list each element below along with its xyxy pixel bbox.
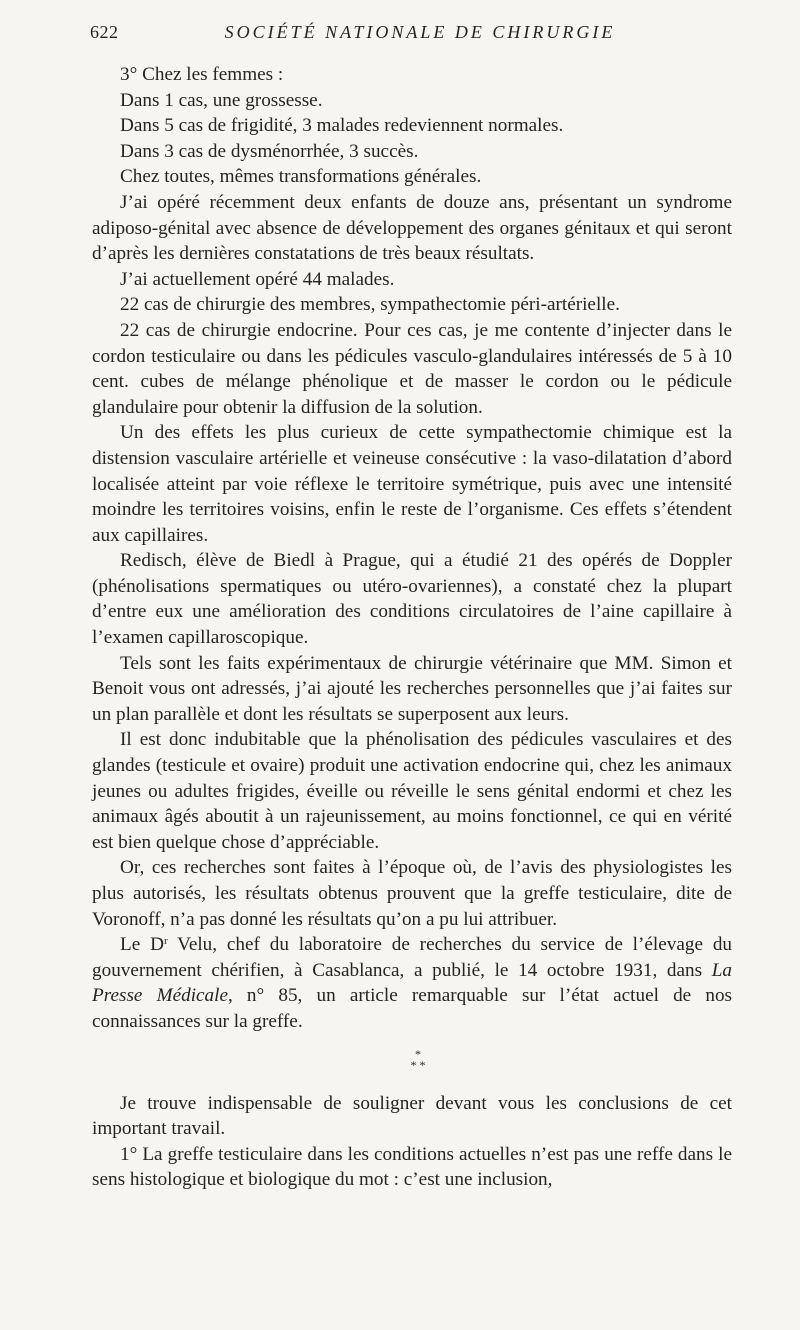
text-run: Le D: [120, 934, 164, 956]
page-header: [90, 22, 730, 48]
paragraph: Redisch, élève de Biedl à Prague, qui a étudié 21 des opérés de Doppler (phénolisations spermatiques ou utéro-ovariennes), a constaté chez la plupart d’entre eux une amélioration des conditions circulatoires de l’aine capillaire à l’examen capillaroscopique.: [92, 550, 732, 649]
journal-title: La Presse Médicale: [92, 959, 732, 1007]
paragraph: Tels sont les faits expérimentaux de chirurgie vétérinaire que MM. Simon et Benoit vous ont adressés, j’ai ajouté les recherches personnelles que j’ai faites sur un plan parallèle et dont les résultats se superposent aux leurs.: [92, 652, 732, 725]
section-separator: [92, 1035, 732, 1091]
text-run: Velu, chef du laboratoire de recherches du service de l’élevage du gouvernement chérifien, à Casablanca, a publié, le 14 octobre 1931, dans: [92, 934, 733, 981]
superscript: r: [163, 935, 168, 948]
text-run: , n° 85, un article remarquable sur l’état actuel de nos connaissances sur la greffe.: [92, 985, 733, 1032]
paragraph: Dans 3 cas de dysménorrhée, 3 succès.: [120, 140, 419, 162]
body-text: [92, 62, 732, 1193]
paragraph: Dans 5 cas de frigidité, 3 malades redeviennent normales.: [120, 115, 564, 137]
paragraph: 3° Chez les femmes :: [120, 64, 284, 85]
paragraph: Chez toutes, mêmes transformations générales.: [120, 166, 482, 188]
paragraph: [92, 932, 732, 1034]
paragraph: Il est donc indubitable que la phénolisation des pédicules vasculaires et des glandes (testicule et ovaire) produit une activation endocrine qui, chez les animaux jeunes ou adultes frigides, éveille ou réveille le sens génital endormi et chez les animaux âgés aboutit à un rajeunissement, au moins fonctionnel, ce qui en vérité est bien quelque chose d’appréciable.: [92, 729, 732, 853]
paragraph: 1° La greffe testiculaire dans les conditions actuelles n’est pas une reffe dans le sens histologique et biologique du mot : c’est une inclusion,: [92, 1143, 732, 1191]
paragraph: 22 cas de chirurgie endocrine. Pour ces cas, je me contente d’injecter dans le cordon testiculaire ou dans les pédicules vasculo-glandulaires intéressés de 5 à 10 cent. cubes de mélange phénolique et de masser le cordon ou le pédicule glandulaire pour obtenir la diffusion de la solution.: [92, 319, 732, 418]
asterism-top: *: [415, 1046, 421, 1061]
page-number: 622: [90, 22, 119, 42]
running-title: SOCIÉTÉ NATIONALE DE CHIRURGIE: [224, 22, 616, 42]
paragraph: Or, ces recherches sont faites à l’époque où, de l’avis des physiologistes les plus autorisés, les résultats obtenus prouvent que la greffe testiculaire, dite de Voronoff, n’a pas donné les résultats qu’on a pu lui attribuer.: [92, 857, 732, 930]
paragraph: Dans 1 cas, une grossesse.: [120, 89, 323, 111]
asterism-bottom: * *: [410, 1057, 426, 1072]
paragraph: J’ai opéré récemment deux enfants de douze ans, présentant un syndrome adiposo-génital avec absence de développement des organes génitaux et qui seront d’après les dernières constatations de très beaux résultats.: [92, 191, 732, 265]
paragraph: Je trouve indispensable de souligner devant vous les conclusions de cet important travail.: [92, 1092, 732, 1140]
paragraph: J’ai actuellement opéré 44 malades.: [120, 268, 395, 290]
paragraph: 22 cas de chirurgie des membres, sympathectomie péri-artérielle.: [120, 294, 620, 316]
paragraph: Un des effets les plus curieux de cette sympathectomie chimique est la distension vasculaire artérielle et veineuse consécutive : la vaso-dilatation d’abord localisée atteint par voie réflexe le territoire symétrique, puis avec une intensité moindre les territoires voisins, enfin le reste de l’organisme. Ces effets s’étendent aux capillaires.: [92, 422, 732, 546]
